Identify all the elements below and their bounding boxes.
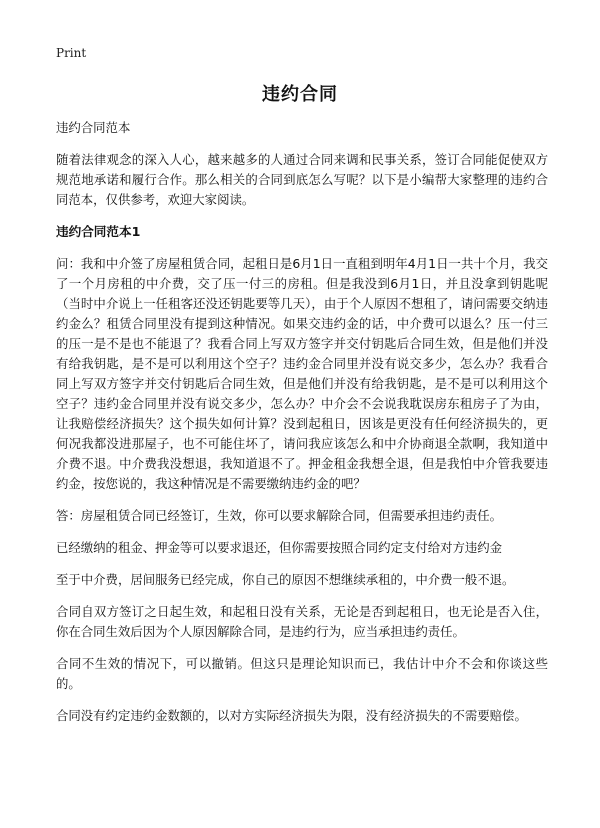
answer-paragraph: 合同没有约定违约金数额的，以对方实际经济损失为限，没有经济损失的不需要赔偿。 [56, 708, 527, 723]
answer-paragraph: 答：房屋租赁合同已经签订，生效，你可以要求解除合同，但需要承担违约责任。 [56, 508, 503, 523]
document-body [56, 118, 548, 738]
page-title: 违约合同 [262, 84, 338, 105]
answer-paragraph: 至于中介费，居间服务已经完成，你自己的原因不想继续承租的，中介费一般不退。 [56, 572, 515, 587]
print-link[interactable]: Print [56, 46, 87, 60]
answer-paragraph: 已经缴纳的租金、押金等可以要求退还，但你需要按照合同约定支付给对方违约金 [56, 540, 503, 555]
answer-paragraph: 合同自双方签订之日起生效，和起租日没有关系，无论是否到起租日，也无论是否入住，你在合同生效后因为个人原因解除合同，是违约行为，应当承担违约责任。 [56, 604, 548, 639]
document-subtitle: 违约合同范本 [56, 120, 131, 135]
section-heading: 违约合同范本1 [56, 224, 141, 239]
question-paragraph: 问：我和中介签了房屋租赁合同，起租日是6月1日一直租到明年4月1日一共十个月，我交了一个月房租的中介费，交了压一付三的房租。但是我没到6月1日，并且没拿到钥匙呢（当时中介说上一任租客还没还钥匙要等几天），由于个人原因不想租了，请问需要交纳违约金么？租赁合同里没有提到这种情况。如果交违约金的话，中介费可以退么？压一付三的压一是不是也不能退了？我看合同上写双方签字并交付钥匙后合同生效，但是他们并没有给我钥匙，是不是可以利用这个空子？违约金合同里并没有说交多少，怎么办？我看合同上写双方签字并交付钥匙后合同生效，但是他们并没有给我钥匙，是不是可以利用这个空子？违约金合同里并没有说交多少，怎么办？中介会不会说我耽误房东租房子了为由，让我赔偿经济损失？这个损失如何计算？没到起租日，因该是更没有任何经济损失的，更何况我都没进那屋子，也不可能住坏了，请问我应该怎么和中介协商退全款啊，我知道中介费不退。中介费我没想退，我知道退不了。押金租金我想全退，但是我怕中介管我要违约金，按您说的，我这种情况是不需要缴纳违约金的吧？ [56, 256, 548, 491]
intro-paragraph: 随着法律观念的深入人心，越来越多的人通过合同来调和民事关系，签订合同能促使双方规范地承诺和履行合作。那么相关的合同到底怎么写呢？以下是小编帮大家整理的违约合同范本，仅供参考，欢迎大家阅读。 [56, 152, 548, 207]
answer-paragraph: 合同不生效的情况下，可以撤销。但这只是理论知识而已，我估计中介不会和你谈这些的。 [56, 656, 548, 691]
